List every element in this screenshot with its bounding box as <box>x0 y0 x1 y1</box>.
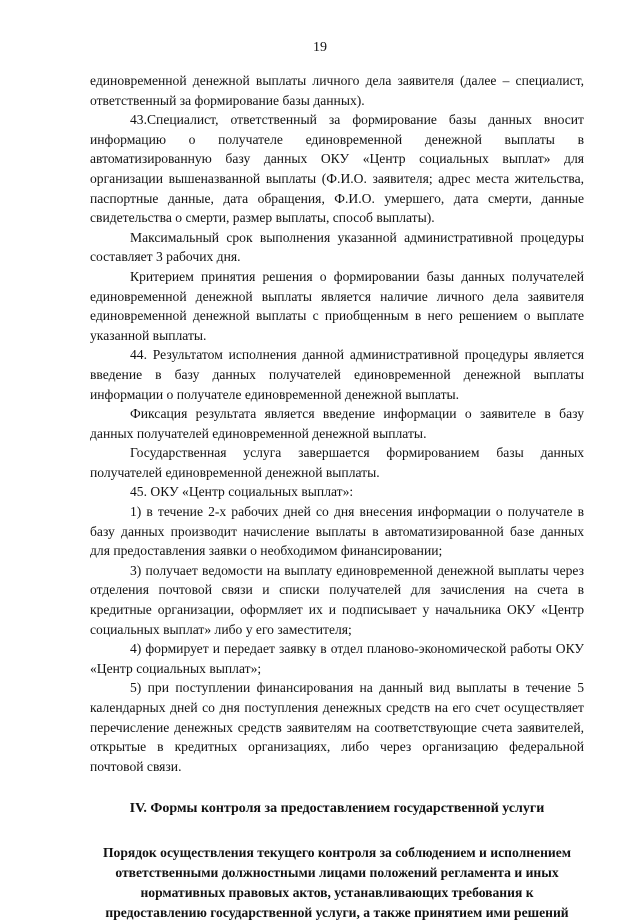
spacer <box>90 819 584 843</box>
spacer <box>90 776 584 799</box>
paragraph-43: 43.Специалист, ответственный за формирование базы данных вносит информацию о получателе единовременной денежной выплаты в автоматизированную базу данных ОКУ «Центр социальных выплат» для организации вышеназванной выплаты (Ф.И.О. заявителя; адрес места жительства, паспортные данные, дата обращения, Ф.И.О. умершего, дата смерти, данные свидетельства о смерти, размер выплаты, способ выплаты). <box>90 112 584 226</box>
paragraph-criterion: Критерием принятия решения о формировании базы данных получателей единовременной денежной выплаты является наличие личного дела заявителя единовременной денежной выплаты с приобщенным в него решением о выплате указанной выплаты. <box>90 268 584 343</box>
list-item-5: 5) при поступлении финансирования на данный вид выплаты в течение 5 календарных дней со дня поступления денежных средств на его счет осуществляет перечисление денежных средств заявителям на соответствующие счета заявителей, открытые в кредитных организациях, либо через организацию федеральной почтовой связи. <box>90 680 584 774</box>
list-item-3: 3) получает ведомости на выплату единовременной денежной выплаты через отделения почтовой связи и списки получателей для зачисления на счета в кредитные организации, оформляет их и подписывает у начальника ОКУ «Центр социальных выплат» либо у его заместителя; <box>90 562 584 637</box>
subsection-heading: Порядок осуществления текущего контроля за соблюдением и исполнением ответственными должностными лицами положений регламента и иных нормативных правовых актов, устанавливающих требования к предоставлению государственной услуги, а также принятием ими решений <box>102 844 572 920</box>
paragraph-fixation: Фиксация результата является введение информации о заявителе в базу данных получателей единовременной денежной выплаты. <box>90 406 584 441</box>
page-number: 19 <box>313 40 327 55</box>
paragraph-max-term: Максимальный срок выполнения указанной административной процедуры составляет 3 рабочих дня. <box>90 229 584 265</box>
paragraph-44: 44. Результатом исполнения данной административной процедуры является введение в базу данных получателей единовременной денежной выплаты информации о получателе единовременной денежной выплаты. <box>90 347 584 402</box>
paragraph-0: единовременной денежной выплаты личного дела заявителя (далее – специалист, ответственный за формирование базы данных). <box>90 73 584 108</box>
list-item-4: 4) формирует и передает заявку в отдел планово-экономической работы ОКУ «Центр социальных выплат»; <box>90 641 584 676</box>
paragraph-45: 45. ОКУ «Центр социальных выплат»: <box>130 484 354 500</box>
list-item-1: 1) в течение 2-х рабочих дней со дня внесения информации о получателе в базу данных производит начисление выплаты в автоматизированной базе данных для предоставления заявки о необходимом финансировании; <box>90 504 584 559</box>
section-heading: IV. Формы контроля за предоставлением государственной услуги <box>129 801 545 817</box>
paragraph-service-completion: Государственная услуга завершается формированием базы данных получателей единовременной денежной выплаты. <box>90 445 584 480</box>
document-body <box>90 71 584 923</box>
